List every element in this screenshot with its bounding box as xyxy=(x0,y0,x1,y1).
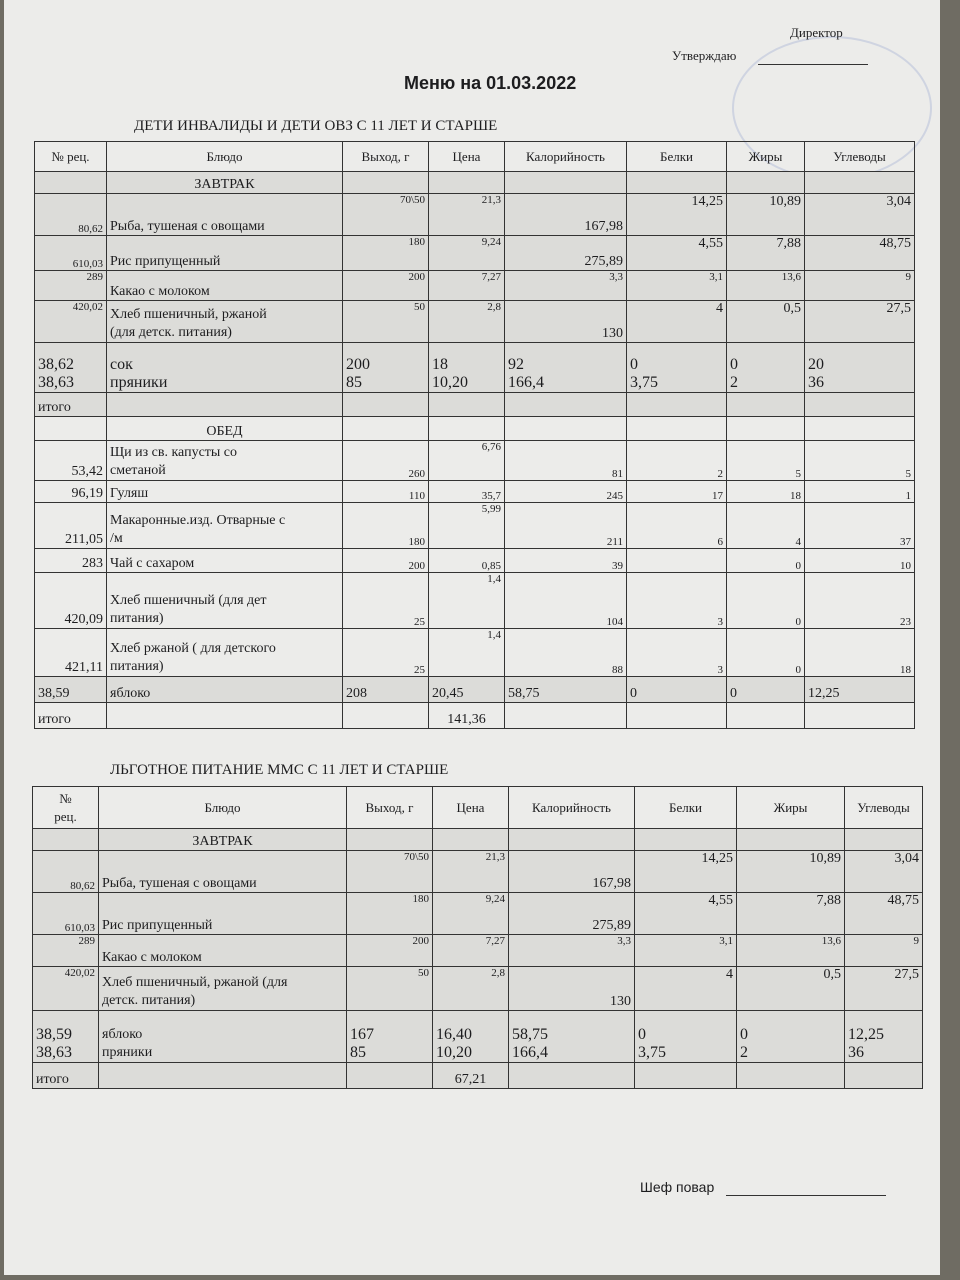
table-row: 96,19 Гуляш 110 35,7 245 17 18 1 xyxy=(35,481,915,503)
col-price: Цена xyxy=(429,142,505,172)
table-row: 80,62 Рыба, тушеная с овощами 70\50 21,3 167,98 14,25 10,89 3,04 xyxy=(35,194,915,236)
table-row: 283 Чай с сахаром 200 0,85 39 0 10 xyxy=(35,549,915,573)
menu-table-2 xyxy=(32,786,923,1089)
col-no: № рец. xyxy=(33,787,99,829)
table-row: 421,11 Хлеб ржаной ( для детского питания) 25 1,4 88 3 0 18 xyxy=(35,629,915,677)
col-price: Цена xyxy=(433,787,509,829)
table-row: 289 Какао с молоком 200 7,27 3,3 3,1 13,6 9 xyxy=(35,271,915,301)
table-row: 420,02 Хлеб пшеничный, ржаной (для детск. питания) 50 2,8 130 4 0,5 27,5 xyxy=(35,301,915,343)
col-carbs: Углеводы xyxy=(805,142,915,172)
col-output: Выход, г xyxy=(347,787,433,829)
lunch-heading: ОБЕД xyxy=(107,417,343,441)
approve-label: Утверждаю xyxy=(672,48,737,63)
table-row: 80,62 Рыба, тушеная с овощами 70\50 21,3 167,98 14,25 10,89 3,04 xyxy=(33,851,923,893)
total-label: итого xyxy=(33,1063,99,1089)
breakfast-heading: ЗАВТРАК xyxy=(99,829,347,851)
col-fat: Жиры xyxy=(727,142,805,172)
table-row: 211,05 Макаронные.изд. Отварные с /м 180 5,99 211 6 4 37 xyxy=(35,503,915,549)
col-output: Выход, г xyxy=(343,142,429,172)
section2-title: ЛЬГОТНОЕ ПИТАНИЕ ММС С 11 ЛЕТ И СТАРШЕ xyxy=(110,762,449,778)
table-row: 610,03 Рис припущенный 180 9,24 275,89 4,55 7,88 48,75 xyxy=(35,236,915,271)
table-row: 420,09 Хлеб пшеничный (для дет питания) 25 1,4 104 3 0 23 xyxy=(35,573,915,629)
col-calories: Калорийность xyxy=(505,142,627,172)
chef-signature-line xyxy=(726,1195,886,1196)
menu-sheet xyxy=(4,0,940,1275)
col-no: № рец. xyxy=(35,142,107,172)
section1-title: ДЕТИ ИНВАЛИДЫ И ДЕТИ ОВЗ С 11 ЛЕТ И СТАРШЕ xyxy=(134,118,498,134)
total-label: итого xyxy=(35,393,107,417)
table-row: 289 Какао с молоком 200 7,27 3,3 3,1 13,6 9 xyxy=(33,935,923,967)
col-protein: Белки xyxy=(627,142,727,172)
table-row: 38,59 38,63 яблоко пряники 167 85 16,40 10,20 58,75 166,4 0 3,75 0 2 12,25 36 xyxy=(33,1011,923,1063)
col-dish: Блюдо xyxy=(99,787,347,829)
table-row: 420,02 Хлеб пшеничный, ржаной (для детск. питания) 50 2,8 130 4 0,5 27,5 xyxy=(33,967,923,1011)
menu-table-1 xyxy=(34,141,915,729)
signature-line xyxy=(758,64,868,65)
total-price: 141,36 xyxy=(429,703,505,729)
col-carbs: Углеводы xyxy=(845,787,923,829)
total-price: 67,21 xyxy=(433,1063,509,1089)
col-fat: Жиры xyxy=(737,787,845,829)
director-label: Директор xyxy=(790,25,843,40)
total-label: итого xyxy=(35,703,107,729)
col-calories: Калорийность xyxy=(509,787,635,829)
breakfast-heading: ЗАВТРАК xyxy=(107,172,343,194)
col-dish: Блюдо xyxy=(107,142,343,172)
menu-title: Меню на 01.03.2022 xyxy=(404,73,577,93)
table-row: 38,59 яблоко 208 20,45 58,75 0 0 12,25 xyxy=(35,677,915,703)
table-row: 38,62 38,63 сок пряники 200 85 18 10,20 92 166,4 0 3,75 0 2 20 36 xyxy=(35,343,915,393)
table-row: 53,42 Щи из св. капусты со сметаной 260 6,76 81 2 5 5 xyxy=(35,441,915,481)
col-protein: Белки xyxy=(635,787,737,829)
table-row: 610,03 Рис припущенный 180 9,24 275,89 4,55 7,88 48,75 xyxy=(33,893,923,935)
chef-label: Шеф повар xyxy=(640,1179,715,1195)
